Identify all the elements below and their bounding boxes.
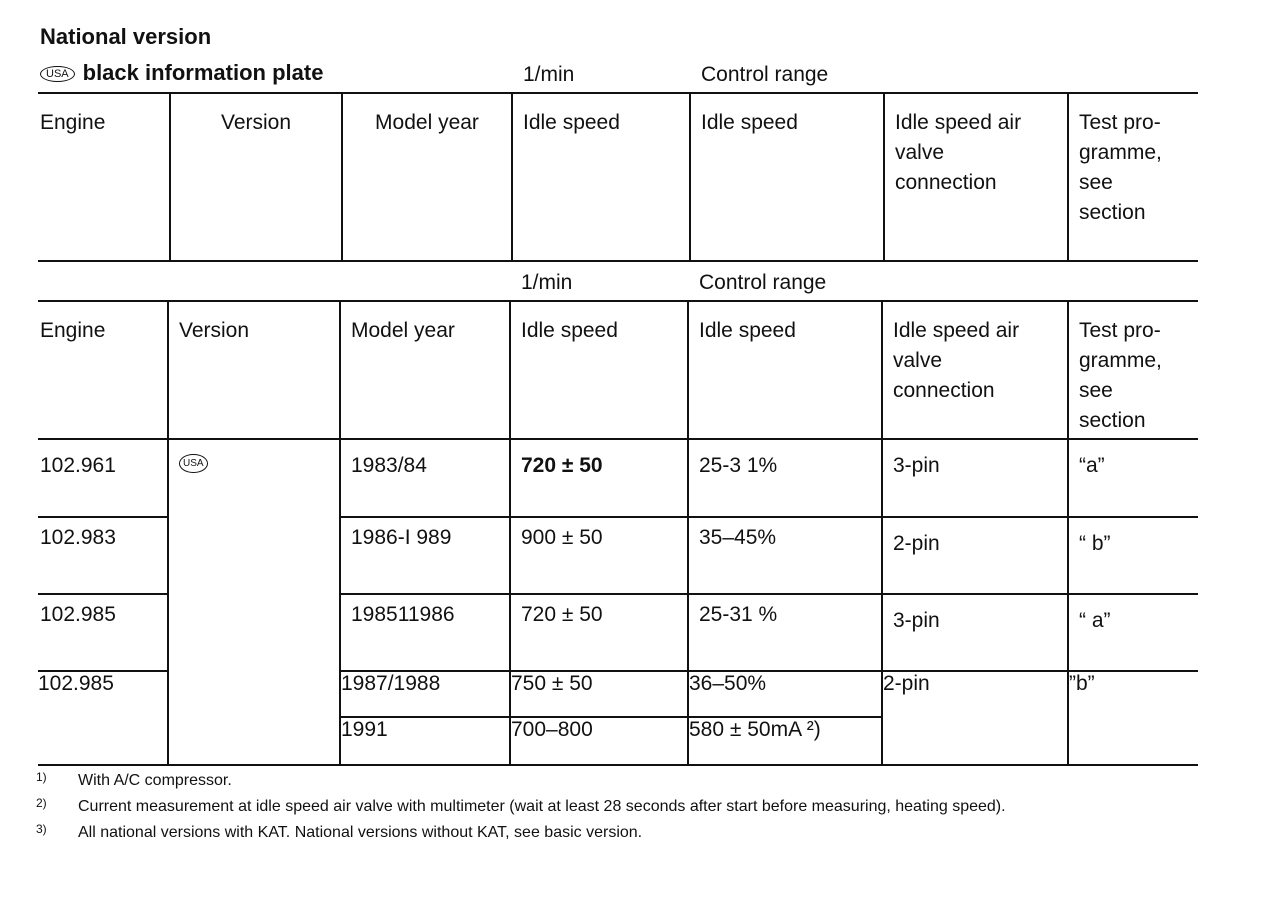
cell-idle: 700–800 bbox=[510, 717, 688, 765]
h2-test: Test pro- gramme, see section bbox=[1068, 301, 1198, 439]
h1-control-range: Idle speed Control range bbox=[690, 93, 884, 261]
cell-idle: 900 ± 50 bbox=[510, 517, 688, 594]
cell-model-year: 1986-I 989 bbox=[340, 517, 510, 594]
h1-test: Test pro- gramme, see section bbox=[1068, 93, 1198, 261]
usa-version-icon: USA bbox=[179, 454, 208, 473]
cell-idle: 720 ± 50 bbox=[510, 439, 688, 517]
h1-idle-speed: Idle speed 1/min bbox=[512, 93, 690, 261]
h1-version: Version bbox=[170, 93, 342, 261]
footnote: 1) With A/C compressor. bbox=[36, 770, 232, 789]
h1-connection: Idle speed air valve connection bbox=[884, 93, 1068, 261]
cell-model-year: 1991 bbox=[340, 717, 510, 765]
cell-test: “ a” bbox=[1068, 594, 1198, 671]
cell-idle: 720 ± 50 bbox=[510, 594, 688, 671]
cell-connection: 2-pin bbox=[882, 517, 1068, 594]
cell-model-year: 198511986 bbox=[340, 594, 510, 671]
h2-connection: Idle speed air valve connection bbox=[882, 301, 1068, 439]
cell-connection: 2-pin bbox=[882, 671, 1068, 765]
cell-engine: 102.961 bbox=[38, 439, 168, 517]
cell-connection: 3-pin bbox=[882, 594, 1068, 671]
cell-control: 25-3 1% bbox=[688, 439, 882, 517]
footnotes bbox=[36, 768, 1188, 846]
h2-engine: Engine bbox=[38, 301, 168, 439]
cell-engine: 102.985 bbox=[38, 594, 168, 671]
h2-version: Version bbox=[168, 301, 340, 439]
subtitle-text: black information plate bbox=[82, 60, 324, 85]
cell-control: 35–45% bbox=[688, 517, 882, 594]
cell-control: 25-31 % bbox=[688, 594, 882, 671]
h2-model-year: Model year bbox=[340, 301, 510, 439]
footnote: 2) Current measurement at idle speed air valve with multimeter (wait at least 28 seconds after start before measuring, heating speed). bbox=[36, 796, 1006, 815]
footnote: 3) All national versions with KAT. National versions without KAT, see basic version. bbox=[36, 822, 643, 841]
h1-model-year: Model year bbox=[342, 93, 512, 261]
h2-idle-speed: Idle speed 1/min bbox=[510, 301, 688, 439]
h1-engine: Engine bbox=[38, 93, 170, 261]
cell-model-year: 1987/1988 bbox=[340, 671, 510, 717]
cell-engine: 102.985 bbox=[38, 671, 168, 765]
cell-control: 36–50% bbox=[688, 671, 882, 717]
cell-control: 580 ± 50mA ²) bbox=[688, 717, 882, 765]
main-table bbox=[38, 271, 1198, 766]
subtitle bbox=[40, 60, 323, 86]
cell-version bbox=[168, 439, 340, 765]
cell-engine: 102.983 bbox=[38, 517, 168, 594]
usa-badge-icon: USA bbox=[40, 66, 75, 82]
cell-test: ”b” bbox=[1068, 671, 1198, 765]
h2-control-range: Idle speed Control range bbox=[688, 301, 882, 439]
cell-connection: 3-pin bbox=[882, 439, 1068, 517]
page-title: National version bbox=[40, 24, 212, 49]
cell-test: “a” bbox=[1068, 439, 1198, 517]
table-row bbox=[38, 439, 1198, 517]
cell-model-year: 1983/84 bbox=[340, 439, 510, 517]
cell-idle: 750 ± 50 bbox=[510, 671, 688, 717]
cell-test: “ b” bbox=[1068, 517, 1198, 594]
